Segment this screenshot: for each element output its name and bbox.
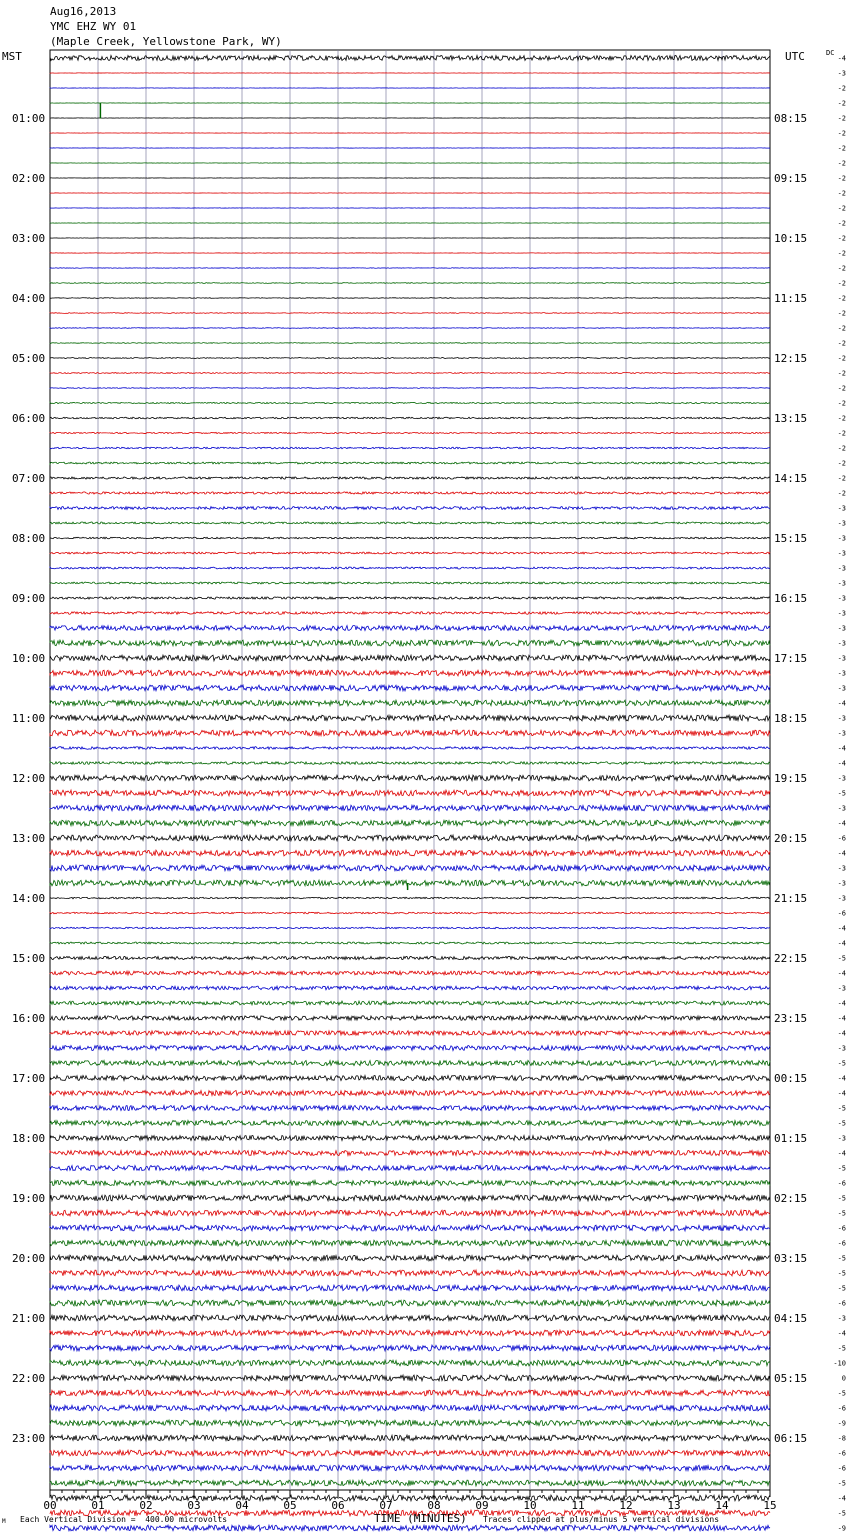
hour-label-utc: 21:15 [774, 892, 808, 905]
dc-offset-label: -6 [837, 1449, 846, 1458]
dc-offset-label: -3 [837, 549, 846, 558]
dc-offset-label: -3 [837, 894, 846, 903]
seismic-trace [50, 432, 770, 433]
record-date: Aug16,2013 [50, 5, 117, 18]
seismic-trace [50, 417, 770, 419]
dc-offset-label: -4 [837, 1089, 846, 1098]
seismic-trace [50, 358, 770, 359]
seismic-trace [50, 762, 770, 765]
seismic-trace [50, 655, 770, 661]
x-axis-title: TIME (MINUTES) [374, 1512, 467, 1525]
clip-note: Traces clipped at plus/minus 5 vertical divisions [483, 1515, 720, 1524]
seismic-trace [50, 730, 770, 736]
hour-label-utc: 06:15 [774, 1432, 808, 1445]
seismic-trace [50, 1315, 770, 1321]
seismic-trace [50, 522, 770, 524]
dc-offset-label: -4 [837, 1014, 846, 1023]
seismic-trace [50, 912, 770, 914]
hour-label-utc: 22:15 [774, 952, 808, 965]
dc-offset-label: -2 [837, 324, 846, 333]
dc-offset-label: -3 [837, 684, 846, 693]
hour-label-local: 04:00 [12, 292, 46, 305]
seismic-trace [50, 1105, 770, 1110]
seismic-trace [50, 897, 770, 899]
dc-offset-label: -4 [837, 1494, 846, 1503]
seismic-trace [50, 1075, 770, 1080]
corner-mark: M [2, 1518, 6, 1525]
seismic-trace [50, 1195, 770, 1201]
dc-offset-label: -5 [837, 1209, 846, 1218]
dc-offset-label: -4 [837, 924, 846, 933]
dc-offset-label: -2 [837, 204, 846, 213]
seismic-trace [50, 835, 770, 841]
seismic-trace [50, 1375, 770, 1381]
dc-offset-label: -4 [837, 54, 846, 63]
dc-offset-label: -5 [837, 1509, 846, 1518]
hour-label-utc: 18:15 [774, 712, 808, 725]
seismic-trace [50, 1150, 770, 1155]
dc-offset-label: -6 [837, 1404, 846, 1413]
scale-note: Each Vertical Division = 400.00 microvolts [20, 1515, 228, 1524]
seismic-trace [50, 283, 770, 284]
dc-offset-label: -2 [837, 309, 846, 318]
seismic-trace [50, 1016, 770, 1020]
hour-label-local: 13:00 [12, 832, 46, 845]
x-tick-label: 11 [571, 1499, 585, 1512]
dc-offset-label: -3 [837, 774, 846, 783]
dc-offset-label: -3 [837, 984, 846, 993]
dc-offset-label: -3 [837, 609, 846, 618]
dc-offset-label: -2 [837, 249, 846, 258]
hour-label-utc: 16:15 [774, 592, 808, 605]
seismic-trace [50, 1001, 770, 1005]
hour-label-local: 16:00 [12, 1012, 46, 1025]
dc-offset-label: -6 [837, 834, 846, 843]
dc-offset-label: -3 [837, 804, 846, 813]
seismic-trace [50, 313, 770, 314]
dc-offset-label: -5 [837, 1479, 846, 1488]
dc-offset-label: -3 [837, 624, 846, 633]
dc-offset-label: -2 [837, 369, 846, 378]
dc-offset-label: -5 [837, 1194, 846, 1203]
hour-label-utc: 17:15 [774, 652, 808, 665]
hour-label-utc: 20:15 [774, 832, 808, 845]
hour-label-local: 14:00 [12, 892, 46, 905]
seismic-trace [50, 477, 770, 479]
dc-offset-label: -6 [837, 1299, 846, 1308]
hour-label-local: 05:00 [12, 352, 46, 365]
seismic-trace [50, 597, 770, 599]
dc-offset-label: -3 [837, 729, 846, 738]
dc-offset-label: -2 [837, 279, 846, 288]
dc-offset-label: -4 [837, 759, 846, 768]
dc-offset-label: -4 [837, 744, 846, 753]
seismic-trace [50, 790, 770, 796]
seismic-trace [50, 1255, 770, 1261]
seismic-trace [50, 805, 770, 811]
grid [50, 50, 770, 1497]
seismic-trace [50, 447, 770, 449]
seismic-trace [50, 582, 770, 584]
hour-label-local: 07:00 [12, 472, 46, 485]
seismic-trace [50, 1031, 770, 1035]
seismic-trace [50, 1495, 770, 1501]
seismic-trace [50, 640, 770, 646]
seismic-trace [50, 388, 770, 389]
seismic-trace [50, 1525, 770, 1531]
dc-offset-label: -3 [837, 519, 846, 528]
seismic-trace [50, 612, 770, 615]
dc-offset-label: -3 [837, 1134, 846, 1143]
seismic-trace [50, 492, 770, 494]
dc-offset-label: -3 [837, 534, 846, 543]
hour-label-local: 21:00 [12, 1312, 46, 1325]
dc-offset-label: -2 [837, 294, 846, 303]
seismic-trace [50, 567, 770, 569]
hour-label-local: 17:00 [12, 1072, 46, 1085]
seismic-trace [50, 1120, 770, 1125]
dc-offset-label: -5 [837, 1104, 846, 1113]
x-tick-label: 08 [427, 1499, 441, 1512]
dc-offset-label: -3 [837, 879, 846, 888]
hour-label-local: 03:00 [12, 232, 46, 245]
dc-offset-label: -3 [837, 669, 846, 678]
seismic-trace [50, 1135, 770, 1140]
seismic-trace [50, 1330, 770, 1336]
seismic-trace [50, 1465, 770, 1471]
seismic-trace [50, 685, 770, 691]
dc-offset-label: -6 [837, 1239, 846, 1248]
dc-offset-label: -2 [837, 99, 846, 108]
seismic-trace [50, 1420, 770, 1426]
dc-offset-label: -2 [837, 84, 846, 93]
dc-offset-label: -6 [837, 1464, 846, 1473]
seismic-trace [50, 1480, 770, 1486]
seismic-trace [50, 1285, 770, 1291]
seismic-trace [50, 537, 770, 539]
dc-offset-label: -3 [837, 1314, 846, 1323]
seismic-trace [50, 1210, 770, 1216]
x-tick-label: 06 [331, 1499, 345, 1512]
seismic-trace [50, 1090, 770, 1095]
traces [50, 56, 770, 1534]
seismic-trace [50, 820, 770, 826]
seismic-trace [50, 552, 770, 554]
hour-label-utc: 12:15 [774, 352, 808, 365]
hour-label-utc: 05:15 [774, 1372, 808, 1385]
dc-offset-label: -2 [837, 399, 846, 408]
seismic-trace [50, 343, 770, 344]
hour-label-local: 09:00 [12, 592, 46, 605]
seismic-trace [50, 507, 770, 510]
dc-offset-label: -3 [837, 714, 846, 723]
seismic-trace [50, 298, 770, 299]
dc-offset-label: -3 [837, 69, 846, 78]
seismic-trace [50, 927, 770, 929]
seismic-trace [50, 1450, 770, 1456]
hour-label-utc: 13:15 [774, 412, 808, 425]
dc-offset-label: -5 [837, 1119, 846, 1128]
hour-label-utc: 15:15 [774, 532, 808, 545]
seismic-trace [50, 880, 770, 886]
station-location: (Maple Creek, Yellowstone Park, WY) [50, 35, 282, 48]
dc-offset-label: -2 [837, 189, 846, 198]
seismic-trace [50, 670, 770, 676]
dc-offset-label: -3 [837, 1044, 846, 1053]
hour-label-utc: 09:15 [774, 172, 808, 185]
x-tick-label: 02 [139, 1499, 153, 1512]
dc-offset-label: 0 [841, 1374, 846, 1383]
seismic-trace [50, 462, 770, 464]
hour-label-local: 06:00 [12, 412, 46, 425]
hour-label-local: 02:00 [12, 172, 46, 185]
dc-offset-label: -9 [837, 1419, 846, 1428]
dc-offset-label: -2 [837, 234, 846, 243]
dc-offset-label: -5 [837, 1389, 846, 1398]
seismic-trace [50, 268, 770, 269]
seismic-trace [50, 1240, 770, 1246]
hour-label-utc: 19:15 [774, 772, 808, 785]
dc-offset-label: -5 [837, 954, 846, 963]
seismic-trace [50, 775, 770, 781]
hour-label-local: 15:00 [12, 952, 46, 965]
x-tick-label: 01 [91, 1499, 105, 1512]
seismic-trace [50, 1390, 770, 1396]
dc-offset-label: -2 [837, 264, 846, 273]
x-tick-label: 03 [187, 1499, 201, 1512]
hour-label-local: 18:00 [12, 1132, 46, 1145]
seismic-trace [50, 1360, 770, 1366]
dc-offset-label: -3 [837, 564, 846, 573]
dc-offset-label: -3 [837, 639, 846, 648]
hour-label-local: 19:00 [12, 1192, 46, 1205]
x-tick-label: 04 [235, 1499, 249, 1512]
hour-label-utc: 11:15 [774, 292, 808, 305]
hour-label-local: 10:00 [12, 652, 46, 665]
hour-label-local: 23:00 [12, 1432, 46, 1445]
seismic-trace [50, 986, 770, 990]
dc-offset-label: -2 [837, 354, 846, 363]
dc-title: DC [826, 49, 835, 57]
x-tick-label: 09 [475, 1499, 489, 1512]
dc-offset-label: -5 [837, 1284, 846, 1293]
dc-offset-label: -4 [837, 969, 846, 978]
dc-offset-label: -2 [837, 429, 846, 438]
dc-offset-label: -3 [837, 594, 846, 603]
dc-offset-label: -2 [837, 144, 846, 153]
dc-offset-label: -5 [837, 1269, 846, 1278]
x-tick-label: 07 [379, 1499, 393, 1512]
seismic-trace [50, 700, 770, 706]
seismic-trace [50, 1345, 770, 1351]
seismic-trace [50, 1225, 770, 1231]
seismic-trace [50, 747, 770, 750]
dc-offset-label: -5 [837, 1164, 846, 1173]
dc-offset-label: -3 [837, 864, 846, 873]
dc-offset-label: -4 [837, 1029, 846, 1038]
seismic-trace [50, 715, 770, 721]
x-tick-label: 00 [43, 1499, 57, 1512]
x-tick-label: 15 [763, 1499, 777, 1512]
dc-offset-label: -5 [837, 1254, 846, 1263]
hour-label-utc: 23:15 [774, 1012, 808, 1025]
seismic-trace [50, 1060, 770, 1065]
seismic-trace [50, 1300, 770, 1306]
right-axis-title: UTC [785, 50, 805, 63]
dc-offset-label: -6 [837, 1224, 846, 1233]
dc-offset-label: -4 [837, 1074, 846, 1083]
station-code: YMC EHZ WY 01 [50, 20, 137, 33]
hour-label-utc: 00:15 [774, 1072, 808, 1085]
seismic-trace [50, 956, 770, 959]
dc-offset-label: -4 [837, 1149, 846, 1158]
dc-offset-label: -3 [837, 579, 846, 588]
dc-offset-label: -4 [837, 699, 846, 708]
dc-offset-label: -3 [837, 504, 846, 513]
dc-offset-label: -10 [833, 1359, 846, 1368]
dc-offset-label: -4 [837, 999, 846, 1008]
hour-label-utc: 10:15 [774, 232, 808, 245]
seismic-trace [50, 1180, 770, 1185]
dc-offset-label: -2 [837, 444, 846, 453]
left-axis-title: MST [2, 50, 22, 63]
x-tick-label: 13 [667, 1499, 681, 1512]
dc-offset-label: -8 [837, 1434, 846, 1443]
seismic-trace [50, 1435, 770, 1441]
x-tick-label: 05 [283, 1499, 297, 1512]
hour-label-utc: 02:15 [774, 1192, 808, 1205]
seismic-trace [50, 328, 770, 329]
dc-offset-label: -2 [837, 384, 846, 393]
dc-offset-label: -3 [837, 654, 846, 663]
dc-offset-label: -4 [837, 819, 846, 828]
seismic-trace [50, 971, 770, 975]
dc-offset-label: -2 [837, 114, 846, 123]
x-tick-label: 10 [523, 1499, 537, 1512]
seismic-trace [50, 625, 770, 630]
seismic-trace [50, 1270, 770, 1276]
dc-offset-label: -6 [837, 1179, 846, 1188]
seismic-trace [50, 373, 770, 374]
dc-offset-label: -2 [837, 219, 846, 228]
dc-offset-label: -2 [837, 459, 846, 468]
hour-label-local: 12:00 [12, 772, 46, 785]
seismic-trace [50, 1405, 770, 1411]
dc-offset-label: -4 [837, 1329, 846, 1338]
seismic-trace [50, 402, 770, 403]
dc-offset-label: -4 [837, 849, 846, 858]
hour-label-utc: 04:15 [774, 1312, 808, 1325]
hour-label-local: 22:00 [12, 1372, 46, 1385]
x-tick-label: 12 [619, 1499, 633, 1512]
dc-offset-label: -2 [837, 174, 846, 183]
seismic-trace [50, 850, 770, 856]
seismic-trace [50, 942, 770, 944]
dc-offset-label: -5 [837, 1059, 846, 1068]
hour-label-local: 11:00 [12, 712, 46, 725]
dc-offset-label: -6 [837, 909, 846, 918]
hour-label-local: 08:00 [12, 532, 46, 545]
hour-label-utc: 08:15 [774, 112, 808, 125]
hour-label-local: 20:00 [12, 1252, 46, 1265]
hour-label-utc: 14:15 [774, 472, 808, 485]
dc-offset-label: -2 [837, 489, 846, 498]
dc-offset-label: -2 [837, 339, 846, 348]
dc-offset-label: -2 [837, 414, 846, 423]
seismic-trace [50, 865, 770, 871]
dc-offset-label: -2 [837, 159, 846, 168]
hour-label-utc: 03:15 [774, 1252, 808, 1265]
x-tick-label: 14 [715, 1499, 729, 1512]
hour-label-local: 01:00 [12, 112, 46, 125]
dc-offset-label: -2 [837, 474, 846, 483]
seismic-trace [50, 1045, 770, 1050]
dc-offset-label: -2 [837, 129, 846, 138]
dc-offset-label: -5 [837, 789, 846, 798]
dc-offset-label: -5 [837, 1344, 846, 1353]
dc-offset-label: -4 [837, 939, 846, 948]
seismic-trace [50, 56, 770, 61]
seismic-trace [50, 1165, 770, 1170]
hour-label-utc: 01:15 [774, 1132, 808, 1145]
dc-offset-label: -9 [837, 1524, 846, 1533]
